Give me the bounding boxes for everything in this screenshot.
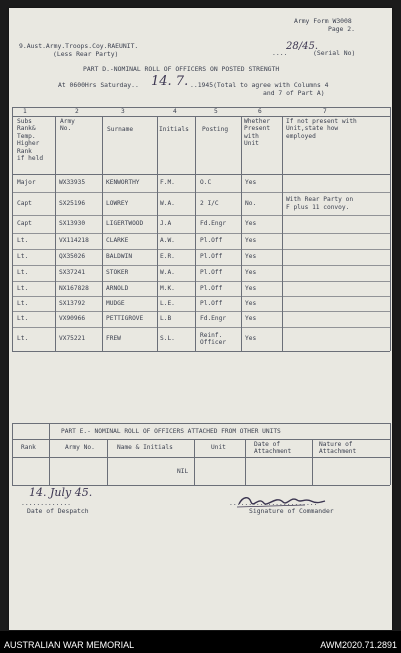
rule	[12, 107, 13, 351]
cell-army-no: SX13930	[59, 220, 86, 228]
col-number: 5	[214, 108, 218, 115]
part-d-title: PART D.-NOMINAL ROLL OF OFFICERS ON POSTED STRENGTH	[83, 65, 280, 73]
header-posting: Posting	[202, 126, 229, 133]
serial-dots: ....	[272, 49, 288, 57]
cell-initials: J.A	[160, 220, 172, 228]
year-text: ..1945(Total to agree with Columns 4	[190, 81, 329, 89]
cell-army-no: VX75221	[59, 335, 86, 343]
year-text-2: and 7 of Part A)	[263, 89, 325, 97]
cell-rank: Lt.	[17, 269, 29, 277]
row-rule	[12, 281, 390, 282]
cell-army-no: SX25196	[59, 199, 86, 207]
despatch-dots: .............	[21, 499, 72, 507]
cell-surname: FREW	[106, 335, 121, 343]
cell-army-no: WX33935	[59, 179, 86, 187]
cell-rank: Major	[17, 179, 36, 187]
cell-army-no: QX35026	[59, 253, 86, 261]
cell-initials: W.A.	[160, 269, 175, 277]
rule	[12, 439, 390, 440]
cell-present: No.	[245, 199, 257, 207]
cell-surname: PETTIGROVE	[106, 315, 144, 323]
cell-surname: MUDGE	[106, 299, 125, 307]
header-present: Whether Present with Unit	[244, 118, 271, 148]
rule	[12, 174, 390, 175]
rule	[312, 439, 313, 485]
cell-posting: 2 I/C	[200, 199, 219, 207]
cell-rank: Lt.	[17, 237, 29, 245]
nil-entry: NIL	[177, 468, 189, 475]
row-rule	[12, 233, 390, 234]
row-rule	[12, 265, 390, 266]
col-number: 1	[23, 108, 27, 115]
cell-surname: STOKER	[106, 269, 129, 277]
cell-rank: Capt	[17, 220, 32, 228]
cell-employment: With Rear Party on F plus 11 convoy.	[286, 196, 354, 211]
cell-present: Yes	[245, 299, 257, 307]
cell-rank: Lt.	[17, 284, 29, 292]
rule	[12, 457, 390, 458]
cell-posting: Pl.Off	[200, 237, 223, 245]
col-number: 4	[173, 108, 177, 115]
header-e-date: Date of Attachment	[254, 441, 292, 456]
cell-posting: O.C	[200, 179, 212, 187]
cell-present: Yes	[245, 315, 257, 323]
col-number: 2	[75, 108, 79, 115]
cell-rank: Lt.	[17, 335, 29, 343]
serial-label: (Serial No)	[313, 49, 356, 57]
cell-surname: KENWORTHY	[106, 179, 140, 187]
row-rule	[12, 215, 390, 216]
cell-present: Yes	[245, 220, 257, 228]
cell-initials: W.A.	[160, 199, 175, 207]
row-rule	[12, 192, 390, 193]
cell-initials: A.W.	[160, 237, 175, 245]
page-number: Page 2.	[328, 25, 355, 33]
cell-initials: F.M.	[160, 179, 175, 187]
cell-posting: Pl.Off	[200, 299, 223, 307]
rule	[390, 423, 391, 485]
header-e-rank: Rank	[21, 444, 36, 451]
caption-right: AWM2020.71.2891	[320, 640, 397, 650]
rule	[107, 439, 108, 485]
cell-army-no: NX167828	[59, 284, 89, 292]
cell-posting: Fd.Engr	[200, 220, 227, 228]
despatch-label: Date of Despatch	[27, 507, 89, 515]
row-rule	[12, 249, 390, 250]
rule	[12, 107, 390, 108]
cell-posting: Reinf. Officer	[200, 331, 227, 346]
cell-surname: BALDWIN	[106, 253, 133, 261]
signature-label: Signature of Commander	[249, 507, 334, 515]
header-e-unit: Unit	[211, 444, 226, 451]
row-rule	[12, 311, 390, 312]
rule	[245, 439, 246, 485]
rule	[12, 116, 390, 117]
header-army-no: Army No.	[60, 118, 75, 133]
rule	[49, 423, 50, 485]
rule	[390, 107, 391, 351]
col-number: 7	[323, 108, 327, 115]
rule	[12, 423, 13, 485]
cell-surname: CLARKE	[106, 237, 129, 245]
header-surname: Surname	[107, 126, 134, 133]
at-time-text: At 0600Hrs Saturday..	[58, 81, 139, 89]
cell-army-no: SX37241	[59, 269, 86, 277]
cell-army-no: VX90966	[59, 315, 86, 323]
header-e-army-no: Army No.	[65, 444, 95, 451]
cell-initials: S.L.	[160, 335, 175, 343]
cell-surname: ARNOLD	[106, 284, 129, 292]
cell-posting: Pl.Off	[200, 284, 223, 292]
date-handwritten: 14. 7.	[151, 74, 189, 89]
cell-initials: M.K.	[160, 284, 175, 292]
col-number: 6	[258, 108, 262, 115]
cell-present: Yes	[245, 179, 257, 187]
cell-rank: Lt.	[17, 315, 29, 323]
header-e-nature: Nature of Attachment	[319, 441, 357, 456]
part-e-title: PART E.- NOMINAL ROLL OF OFFICERS ATTACHED FROM OTHER UNITS	[61, 428, 281, 435]
header-e-name: Name & Initials	[117, 444, 173, 451]
cell-present: Yes	[245, 237, 257, 245]
form-name: Army Form W3008	[294, 17, 352, 25]
cell-initials: E.R.	[160, 253, 175, 261]
cell-initials: L.B	[160, 315, 172, 323]
unit-note: (Less Rear Party)	[53, 50, 119, 58]
unit-name: 9.Aust.Army.Troops.Coy.RAEUNIT.	[19, 42, 139, 50]
header-initials: Initials	[159, 126, 189, 133]
col-number: 3	[121, 108, 125, 115]
rule	[12, 423, 390, 424]
cell-rank: Capt	[17, 199, 32, 207]
cell-rank: Lt.	[17, 299, 29, 307]
cell-surname: LOWREY	[106, 199, 129, 207]
rule	[194, 439, 195, 485]
rule	[12, 351, 390, 352]
serial-number-handwritten: 28/45.	[286, 41, 318, 52]
cell-present: Yes	[245, 253, 257, 261]
cell-present: Yes	[245, 269, 257, 277]
cell-posting: Pl.Off	[200, 253, 223, 261]
row-rule	[12, 327, 390, 328]
cell-army-no: VX114218	[59, 237, 89, 245]
document-page	[9, 8, 392, 630]
archive-caption-bar	[0, 631, 401, 653]
caption-left: AUSTRALIAN WAR MEMORIAL	[4, 640, 135, 650]
cell-posting: Fd.Engr	[200, 315, 227, 323]
despatch-date-handwritten: 14. July 45.	[29, 486, 93, 499]
cell-present: Yes	[245, 335, 257, 343]
row-rule	[12, 296, 390, 297]
header-employment: If not present with Unit,state how employed	[286, 118, 357, 140]
cell-surname: LIGERTWOOD	[106, 220, 144, 228]
cell-posting: Pl.Off	[200, 269, 223, 277]
cell-rank: Lt.	[17, 253, 29, 261]
cell-army-no: SX13792	[59, 299, 86, 307]
cell-present: Yes	[245, 284, 257, 292]
header-rank: Subs Rank& Temp. Higher Rank if held	[17, 118, 44, 163]
signature-dots: .......................	[229, 499, 318, 507]
cell-initials: L.E.	[160, 299, 175, 307]
